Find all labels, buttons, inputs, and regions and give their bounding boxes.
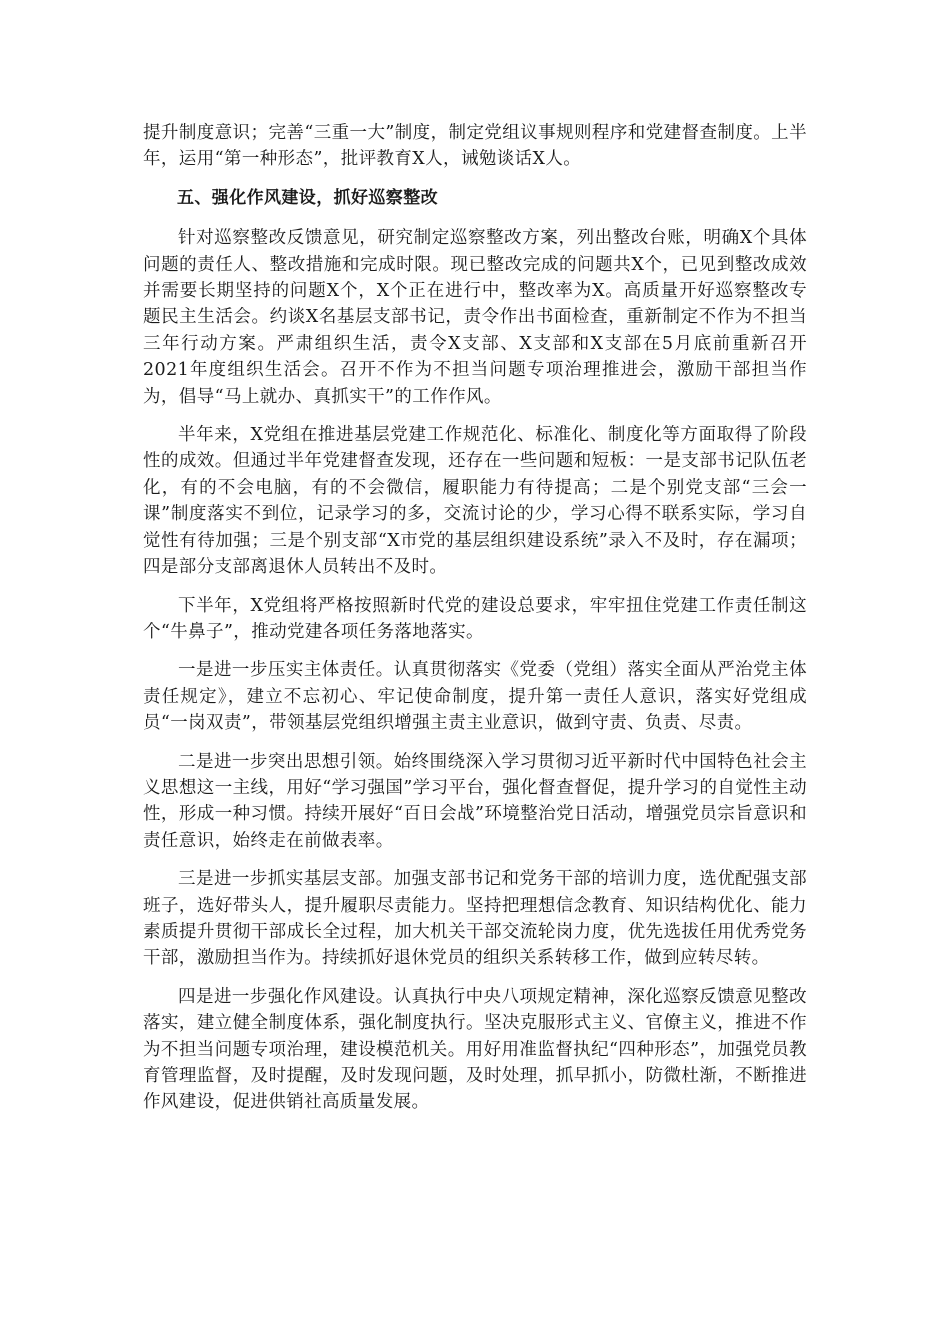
section-heading: 五、强化作风建设，抓好巡察整改 <box>177 187 438 208</box>
paragraph-continuation: 提升制度意识；完善“三重一大”制度，制定党组议事规则程序和党建督查制度。上半年，运用“第一种形态”，批评教育X人，诫勉谈话X人。 <box>143 123 807 170</box>
paragraph-point-four: 四是进一步强化作风建设。认真执行中央八项规定精神，深化巡察反馈意见整改落实，建立健全制度体系，强化制度执行。坚决克服形式主义、官僚主义，推进不作为不担当问题专项治理，建设模范机关。用好用准监督执纪“四种形态”，加强党员教育管理监督，及时提醒，及时发现问题，及时处理，抓早抓小，防微杜渐，不断推进作风建设，促进供销社高质量发展。 <box>143 986 807 1113</box>
document-body <box>143 120 807 1128</box>
paragraph-point-two: 二是进一步突出思想引领。始终围绕深入学习贯彻习近平新时代中国特色社会主义思想这一主线，用好“学习强国”学习平台，强化督查督促，提升学习的自觉性主动性，形成一种习惯。持续开展好“百日会战”环境整治党日活动，增强党员宗旨意识和责任意识，始终走在前做表率。 <box>143 751 807 851</box>
paragraph-half-year-review: 半年来，X党组在推进基层党建工作规范化、标准化、制度化等方面取得了阶段性的成效。但通过半年党建督查发现，还存在一些问题和短板：一是支部书记队伍老化，有的不会电脑，有的不会微信，履职能力有待提高；二是个别党支部“三会一课”制度落实不到位，记录学习的多，交流讨论的少，学习心得不联系实际，学习自觉性有待加强；三是个别支部“X市党的基层组织建设系统”录入不及时，存在漏项；四是部分支部离退休人员转出不及时。 <box>143 425 807 578</box>
paragraph-point-three: 三是进一步抓实基层支部。加强支部书记和党务干部的培训力度，选优配强支部班子，选好带头人，提升履职尽责能力。坚持把理想信念教育、知识结构优化、能力素质提升贯彻干部成长全过程，加大机关干部交流轮岗力度，优先选拔任用优秀党务干部，激励担当作为。持续抓好退休党员的组织关系转移工作，做到应转尽转。 <box>143 869 807 969</box>
paragraph-second-half-plan: 下半年，X党组将严格按照新时代党的建设总要求，牢牢扭住党建工作责任制这个“牛鼻子”，推动党建各项任务落地落实。 <box>143 595 807 642</box>
paragraph-rectification: 针对巡察整改反馈意见，研究制定巡察整改方案，列出整改台账，明确X个具体问题的责任人、整改措施和完成时限。现已整改完成的问题共X个，已见到整改成效并需要长期坚持的问题X个，X个正在进行中，整改率为X。高质量开好巡察整改专题民主生活会。约谈X名基层支部书记，责令作出书面检查，重新制定不作为不担当三年行动方案。严肃组织生活，责令X支部、X支部和X支部在5月底前重新召开2021年度组织生活会。召开不作为不担当问题专项治理推进会，激励干部担当作为，倡导“马上就办、真抓实干”的工作作风。 <box>143 228 807 407</box>
paragraph-point-one: 一是进一步压实主体责任。认真贯彻落实《党委（党组）落实全面从严治党主体责任规定》，建立不忘初心、牢记使命制度，提升第一责任人意识，落实好党组成员“一岗双责”，带领基层党组织增强主责主业意识，做到守责、负责、尽责。 <box>143 660 807 734</box>
